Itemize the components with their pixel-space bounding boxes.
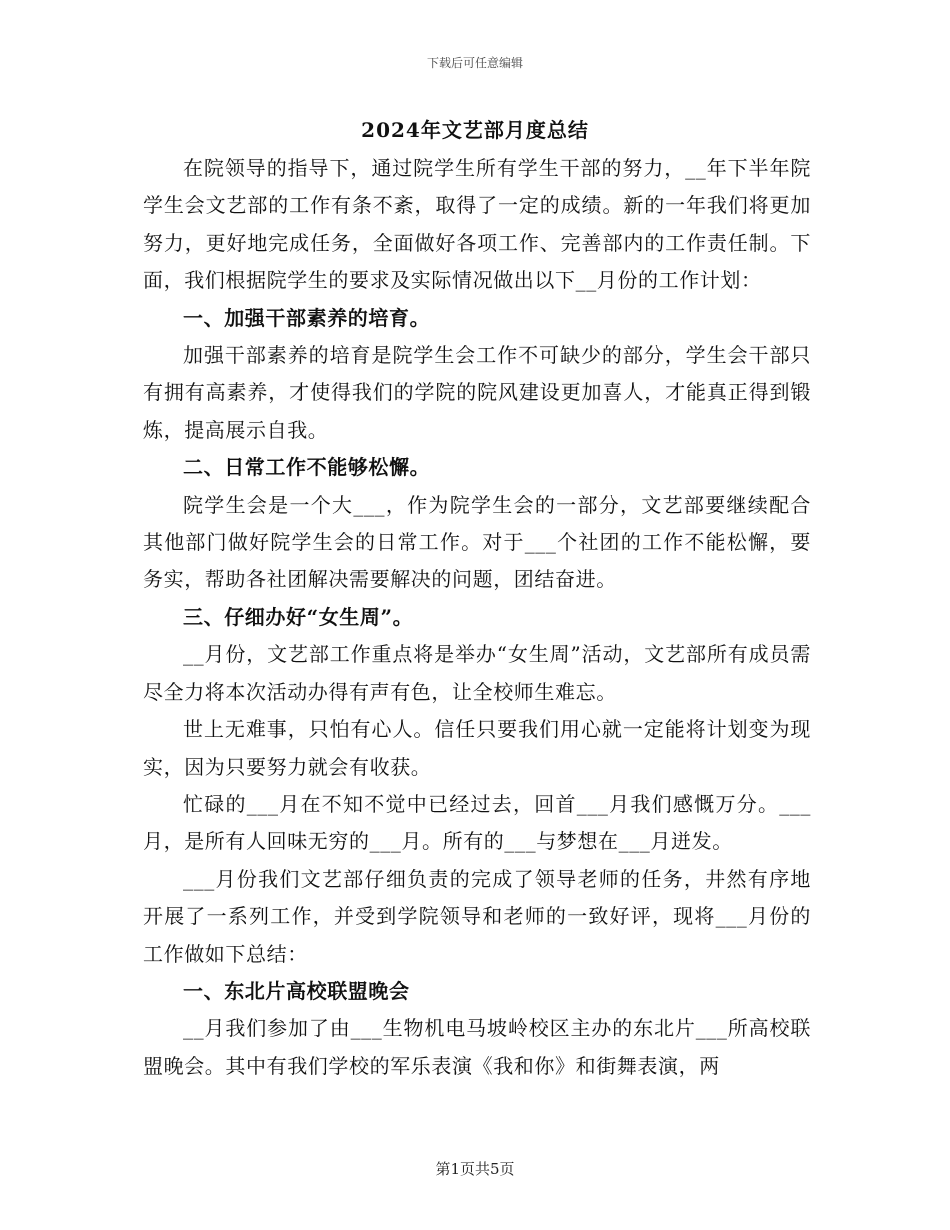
summary-heading-1: 一、东北片高校联盟晚会 [183,978,410,1003]
paragraph-motto: 世上无难事，只怕有心人。信任只要我们用心就一定能将计划变为现实，因为只要努力就会有收获。 [143,717,811,779]
page-number-footer: 第1页共5页 [435,1160,515,1178]
paragraph-summary-1: __月我们参加了由___生物机电马坡岭校区主办的东北片___所高校联盟晚会。其中有我们学校的军乐表演《我和你》和街舞表演，两 [143,1016,811,1078]
paragraph-section-2: 院学生会是一个大___，作为院学生会的一部分，文艺部要继续配合其他部门做好院学生会的日常工作。对于___个社团的工作不能松懈，要务实，帮助各社团解决需要解决的问题，团结奋进。 [143,492,811,592]
paragraph-section-3: __月份，文艺部工作重点将是举办“女生周”活动，文艺部所有成员需尽全力将本次活动办得有声有色，让全校师生难忘。 [143,642,811,704]
section-heading-2: 二、日常工作不能够松懈。 [183,455,431,480]
paragraph-section-1: 加强干部素养的培育是院学生会工作不可缺少的部分，学生会干部只有拥有高素养，才使得我们的学院的院风建设更加喜人，才能真正得到锻炼，提高展示自我。 [143,343,811,442]
section-heading-1: 一、加强干部素养的培育。 [183,305,431,330]
document-body [143,150,811,1085]
document-title: 2024年文艺部月度总结 [361,118,589,142]
section-heading-3: 三、仔细办好“女生周”。 [183,604,414,629]
page-header-note: 下载后可任意编辑 [426,56,523,70]
paragraph-summary-intro: ___月份我们文艺部仔细负责的完成了领导老师的任务，井然有序地开展了一系列工作，并受到学院领导和老师的一致好评，现将___月份的工作做如下总结： [143,866,811,966]
paragraph-reflection: 忙碌的___月在不知不觉中已经过去，回首___月我们感慨万分。___月，是所有人回味无穷的___月。所有的___与梦想在___月迸发。 [143,791,811,854]
paragraph-intro: 在院领导的指导下，通过院学生所有学生干部的努力，__年下半年院学生会文艺部的工作有条不紊，取得了一定的成绩。新的一年我们将更加努力，更好地完成任务，全面做好各项工作、完善部内的工作责任制。下面，我们根据院学生的要求及实际情况做出以下__月份的工作计划： [143,156,811,293]
